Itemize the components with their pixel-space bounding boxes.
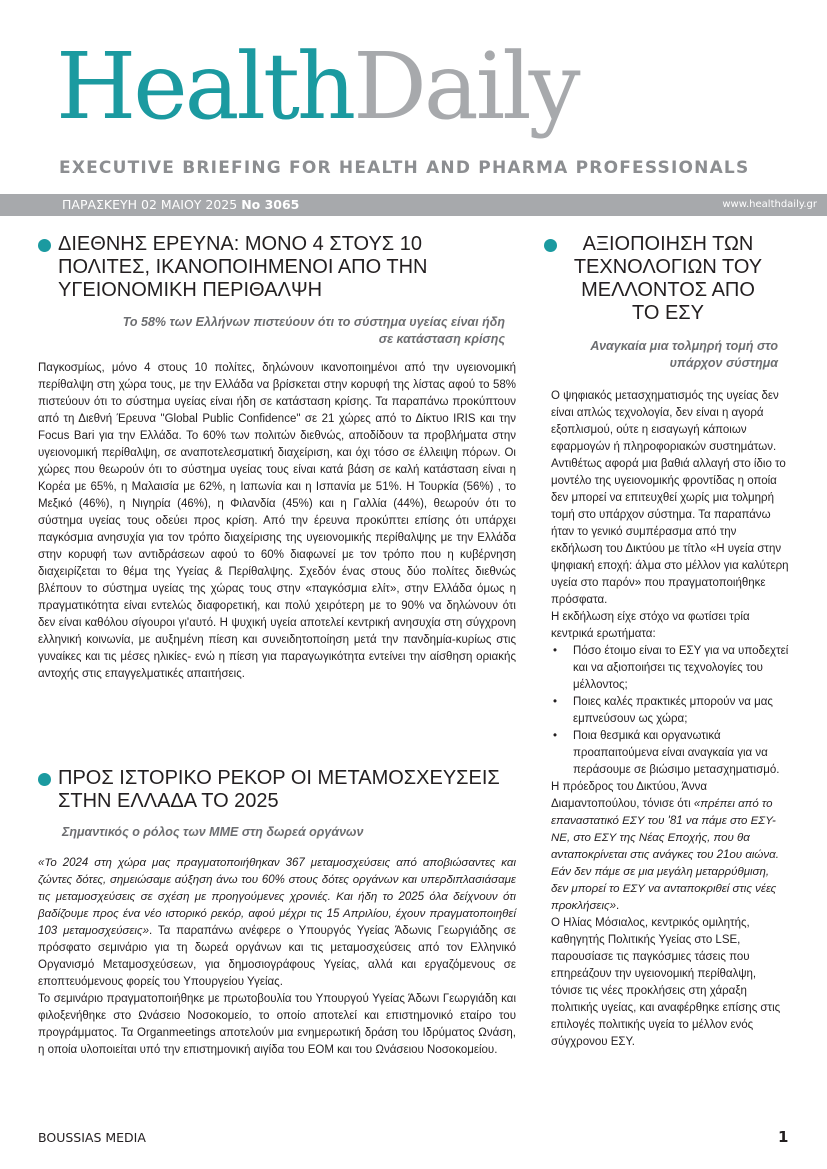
article3-paragraph2: Η εκδήλωση είχε στόχο να φωτίσει τρία κεντρικά ερωτήματα: (551, 611, 750, 640)
page-number: 1 (778, 1128, 789, 1146)
article1-body (38, 360, 516, 683)
list-item: • Ποια θεσμικά και οργανωτικά προαπαιτούμενα είναι αναγκαία για να περάσουμε σε βιώσιμο μετασχηματισμό. (551, 728, 789, 779)
list-item: • Ποιες καλές πρακτικές μπορούν να μας εμπνεύσουν ως χώρα; (551, 694, 789, 728)
article1-title: ΔΙΕΘΝΗΣ ΕΡΕΥΝΑ: ΜΟΝΟ 4 ΣΤΟΥΣ 10 ΠΟΛΙΤΕΣ, ΙΚΑΝΟΠΟΙΗΜΕΝΟΙ ΑΠΟ ΤΗΝ ΥΓΕΙΟΝΟΜΙΚΗ ΠΕΡΙΘΑΛΨΗ (58, 233, 428, 301)
article2-body (38, 855, 516, 1059)
site-url[interactable]: www.healthdaily.gr (722, 199, 817, 210)
article2-body1: . Τα παραπάνω ανέφερε ο Υπουργός Υγείας Άδωνις Γεωργιάδης σε πρόσφατο σεμινάριο για τη δωρεά οργάνων και τις μεταμοσχεύσεις από τον Ελληνικό Οργανισμό Μεταμοσχεύσεων, για δημοσιογράφους Υγείας, αλλά και εργαζόμενους σε εποπτευόμενους φορείς του Υπουργείου Υγείας. (38, 925, 516, 988)
article1-subtitle: Το 58% των Ελλήνων πιστεύουν ότι το σύστημα υγείας είναι ήδη σε κατάσταση κρίσης (122, 315, 505, 346)
masthead (56, 22, 796, 152)
article2-title: ΠΡΟΣ ΙΣΤΟΡΙΚΟ ΡΕΚΟΡ ΟΙ ΜΕΤΑΜΟΣΧΕΥΣΕΙΣ ΣΤΗΝ ΕΛΛΑΔΑ ΤΟ 2025 (58, 767, 500, 812)
bullet-icon (38, 239, 51, 252)
article3-body3-pre: Η πρόεδρος του Δικτύου, Άννα Διαμαντοπούλου, τόνισε ότι (551, 781, 708, 810)
date-text: ΠΑΡΑΣΚΕΥΗ 02 ΜΑΙΟΥ 2025 (62, 197, 238, 212)
article2-paragraph1 (38, 855, 516, 991)
article3-paragraph3 (551, 779, 789, 915)
questions-list (551, 643, 789, 779)
article3-subtitle: Αναγκαία μια τολμηρή τομή στο υπάρχον σύστημα (590, 339, 778, 370)
issue-number: No 3065 (241, 197, 300, 212)
article2-paragraph2: Το σεμινάριο πραγματοποιήθηκε με πρωτοβουλία του Υπουργού Υγείας Άδωνι Γεωργιάδη και φιλοξενήθηκε στο Ωνάσειο Νοσοκομείο, το οποίο αποτελεί και επιστημονικό εταίρο του προγράμματος. Τα Organmeetings αποτελούν μια ενημερωτική δράση του Ιδρύματος Ωνάση, η οποία υλοποιείται υπό την επιστημονική αιγίδα του ΕΟΜ και του Ωνάσειου Νοσοκομείου. (38, 993, 516, 1056)
tagline: EXECUTIVE BRIEFING FOR HEALTH AND PHARMA PROFESSIONALS (59, 158, 750, 178)
article3-paragraph4: Ο Ηλίας Μόσιαλος, κεντρικός ομιλητής, καθηγητής Πολιτικής Υγείας στο LSE, παρουσίασε τις παγκόσμιες τάσεις που επηρεάζουν την υγειονομική περίθαλψη, τόνισε τις νέες προκλήσεις στη χάραξη πολιτικής υγείας, και αναφέρθηκε επίσης στις επιλογές πολιτικής υγεία το μέλλον ενός σύγχρονου ΕΣΥ. (551, 917, 781, 1048)
article1-paragraph: Παγκοσμίως, μόνο 4 στους 10 πολίτες, δηλώνουν ικανοποιημένοι από την υγειονομική περίθαλψη στη χώρα τους, με την Ελλάδα να βρίσκεται στην κορυφή της λίστας αφού το 58% πιστεύουν ότι το σύστημα υγείας είναι ήδη σε κατάσταση κρίσης. Τα παραπάνω προκύπτουν από τη Διεθνή Έρευνα "Global Public Confidence" σε 21 χώρες από το Δίκτυο IRIS και την Focus Bari για την Ελλάδα. Το 60% των πολιτών διεθνώς, αποδίδουν τα προβλήματα στην υγειονομική περίθαλψη, σε αναποτελεσματική διαχείριση, και όχι τόσο σε έλλειψη πόρων. Οι χώρες που θεωρούν ότι το σύστημα υγείας τους είναι κατά βάση σε καλή κατάσταση είναι η Κορέα με 65%, η Μαλαισία με 62%, η Ιαπωνία και η Ισπανία με 51%. Η Τουρκία (56%) , το Μεξικό (46%), η Νιγηρία (46%), η Φιλανδία (45%) και η Γαλλία (44%), θεωρούν ότι το σύστημα υγείας τους οδεύει προς κρίση. Από την έρευνα προκύπτει επίσης ότι υπάρχει παγκόσμια ανησυχία για τον τρόπο διαχείρισης της υγειονομικής περίθαλψης με την Ελλάδα στην κορυφή των αντιδράσεων αφού το 60% διαφωνεί με τον τρόπο που η κυβέρνηση διαχειρίζεται το θέμα της Υγείας & Περίθαλψης. Σχεδόν ένας στους δύο πολίτες διεθνώς βλέπουν το σύστημα υγείας της χώρας τους στην «παγκόσμια ελίτ», στην Ελλάδα όμως η πραγματικότητα είναι εντελώς διαφορετική, και πολύ χειρότερη με το 90% να δηλώνουν ότι δεν είναι καθόλου σίγουροι γι'αυτό. Η ψυχική υγεία αποτελεί κεντρική ανησυχία στη σύγχρονη ελληνική κοινωνία, με αυξημένη πίεση και συνειδητοποίηση μετά την πανδημία-κυρίως στις γυναίκες και τις μέσες ηλικίες- ενώ η πίεση για παραγωγικότητα εντείνει την αίσθηση οριακής αντοχής στις επαγγελματικές απαιτήσεις. (38, 362, 516, 680)
logo (56, 22, 578, 152)
article2-subtitle: Σημαντικός ο ρόλος των ΜΜΕ στη δωρεά οργάνων (62, 825, 364, 839)
article3-paragraph1: Ο ψηφιακός μετασχηματισμός της υγείας δεν είναι απλώς τεχνολογία, δεν είναι η αγορά εξοπλισμού, ούτε η εισαγωγή κάποιων εφαρμογών ή πληροφοριακών συστημάτων. Αντιθέτως αφορά μια βαθιά αλλαγή στο ίδιο το μοντέλο της υγειονομικής φροντίδας η οποία δεν μπορεί να επιτευχθεί χωρίς μια τολμηρή τομή στο υπάρχον σύστημα. Τα παραπάνω ήταν το γενικό συμπέρασμα από την εκδήλωση του Δικτύου με τίτλο «Η υγεία στην ψηφιακή εποχή: άλμα στο μέλλον για καλύτερη υγεία στο παρόν» που πραγματοποιήθηκε πρόσφατα. (551, 390, 789, 606)
article3-title: ΑΞΙΟΠΟΙΗΣΗ ΤΩΝ ΤΕΧΝΟΛΟΓΙΩΝ ΤΟΥ ΜΕΛΛΟΝΤΟΣ ΑΠΟ ΤΟ ΕΣΥ (573, 233, 763, 324)
article2-quote: «Το 2024 στη χώρα μας πραγματοποιήθηκαν 367 μεταμοσχεύσεις από αποβιώσαντες και ζώντες δότες, σημειώσαμε αύξηση άνω του 60% στους δότες οργάνων και υπερδιπλασιάσαμε τις μεταμοσχεύσεις σε σχέση με προηγούμενες χρονιές. Και ήδη το 2025 όλα δείχνουν ότι βαδίζουμε προς ένα νέο ιστορικό ρεκόρ, αφού μέχρι τις 15 Απριλίου, έχουν πραγματοποιηθεί 103 μεταμοσχεύσεις» (38, 857, 516, 937)
article3-body (551, 388, 789, 1051)
issue-date (62, 197, 299, 212)
logo-health: Health (56, 33, 354, 140)
list-item: • Πόσο έτοιμο είναι το ΕΣΥ για να υποδεχτεί και να αξιοποιήσει τις τεχνολογίες του μέλλοντος; (551, 643, 789, 694)
logo-daily: Daily (353, 33, 578, 140)
bullet-icon (38, 773, 51, 786)
info-bar (0, 194, 827, 216)
publisher: BOUSSIAS MEDIA (38, 1130, 146, 1145)
article3-quote: «πρέπει από το επαναστατικό ΕΣΥ του '81 να πάμε στο ΕΣΥ-ΝΕ, στο ΕΣΥ της Νέας Εποχής, που θα ανταποκρίνεται στις ανάγκες του 21ου αιώνα. Εάν δεν πάμε σε μια μεγάλη μεταρρύθμιση, δεν μπορεί το ΕΣΥ να ανταποκριθεί στις νέες προκλήσεις» (551, 798, 779, 912)
article3-body3-post: . (616, 900, 620, 912)
bullet-icon (544, 239, 557, 252)
